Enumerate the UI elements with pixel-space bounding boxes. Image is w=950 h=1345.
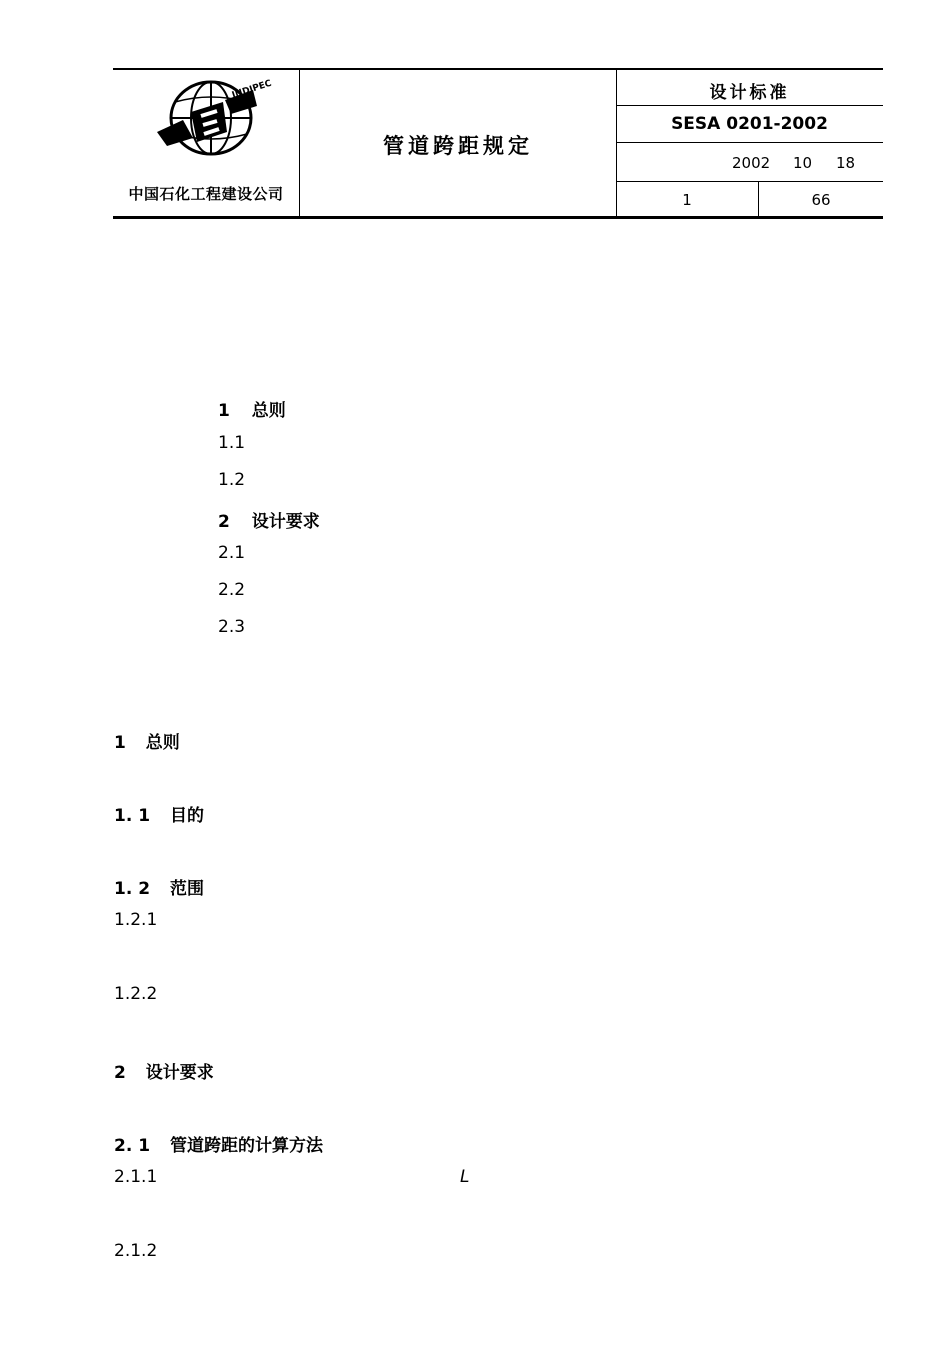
date-day: 18 xyxy=(836,154,856,172)
toc-item-number: 1.2 xyxy=(218,470,246,490)
section-number: 2 xyxy=(114,1063,126,1083)
toc-item-number: 2.3 xyxy=(218,617,246,637)
section-number: 1. 2 xyxy=(114,879,151,899)
total-pages: 66 xyxy=(811,191,831,209)
section-title: 目的 xyxy=(169,806,204,826)
header-row-rule-3 xyxy=(616,181,883,182)
toc-item-number: 2.2 xyxy=(218,580,246,600)
toc-item-title: 设计要求 xyxy=(251,512,320,532)
toc-item[interactable] xyxy=(218,396,286,421)
date-month: 10 xyxy=(793,154,813,172)
clause-number-1-2-2: 1.2.2 xyxy=(114,984,158,1004)
toc-item[interactable] xyxy=(218,617,245,637)
section-number: 1 xyxy=(114,733,126,753)
standard-code: SESA 0201-2002 xyxy=(671,114,828,134)
toc-item[interactable] xyxy=(218,470,245,490)
toc-item-number: 2 xyxy=(218,512,230,532)
toc-item-number: 1.1 xyxy=(218,433,246,453)
section-number: 1. 1 xyxy=(114,806,151,826)
document-header xyxy=(113,68,883,219)
toc-item[interactable] xyxy=(218,580,245,600)
toc-item[interactable] xyxy=(218,507,320,532)
section-title: 总则 xyxy=(145,733,180,753)
company-logo xyxy=(153,78,273,158)
clause-number-1-2-1: 1.2.1 xyxy=(114,910,158,930)
clause-number-2-1-2: 2.1.2 xyxy=(114,1241,158,1261)
section-heading-2-1 xyxy=(114,1131,323,1156)
section-heading-1-2 xyxy=(114,874,204,899)
section-number: 2. 1 xyxy=(114,1136,151,1156)
section-title: 设计要求 xyxy=(145,1063,214,1083)
header-bottom-rule xyxy=(113,216,883,219)
page-number: 1 xyxy=(682,191,692,209)
toc-item-title: 总则 xyxy=(251,401,286,421)
toc-item[interactable] xyxy=(218,433,245,453)
section-title: 范围 xyxy=(169,879,204,899)
date-year: 2002 xyxy=(732,154,771,172)
section-heading-1 xyxy=(114,728,180,753)
header-row-rule-2 xyxy=(616,142,883,143)
toc-item-number: 1 xyxy=(218,401,230,421)
document-title: 管道跨距规定 xyxy=(383,134,533,158)
toc-item[interactable] xyxy=(218,543,245,563)
standard-category: 设计标准 xyxy=(709,83,790,103)
toc-item-number: 2.1 xyxy=(218,543,246,563)
company-name: 中国石化工程建设公司 xyxy=(128,185,284,203)
header-row-rule-1 xyxy=(616,105,883,106)
logo-lettering: INDIPEC xyxy=(230,78,273,101)
header-top-rule xyxy=(113,68,883,70)
section-heading-1-1 xyxy=(114,801,204,826)
span-variable-L: L xyxy=(460,1167,470,1187)
section-title: 管道跨距的计算方法 xyxy=(169,1136,323,1156)
section-heading-2 xyxy=(114,1058,214,1083)
clause-number-2-1-1: 2.1.1 xyxy=(114,1167,158,1187)
